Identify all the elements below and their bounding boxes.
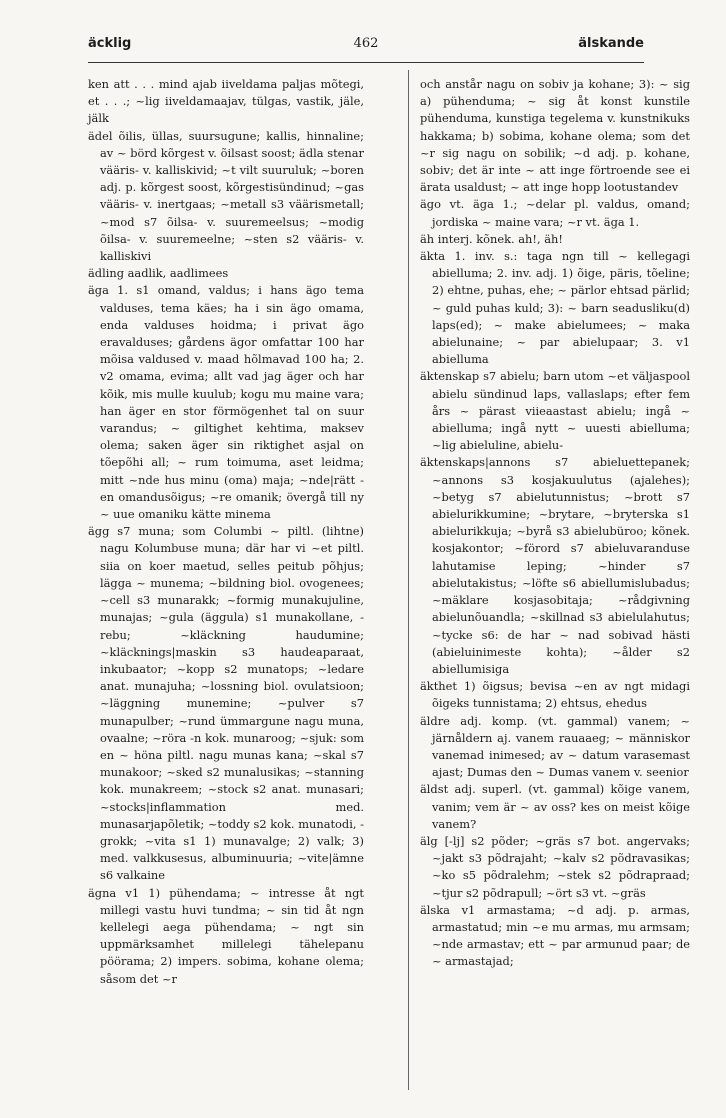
- column-divider: [408, 70, 409, 1090]
- header-last-word: älskande: [578, 36, 644, 51]
- entry-agg: ägg s7 muna; som Columbi ~ piltl. (lihtne) nagu Kolumbuse muna; där har vi ~et piltl. siia on koer maetud, selles peitub põhjus; lägga ~ munema; ~bildning biol. ovogenees; ~cell s3 munarakk; ~formig munakujuline, munajas; ~gula (äggula) s1 munakollane, -rebu; ~kläckning haudumine; ~kläcknings|maskin s3 haudeaparaat, inkubaator; ~kopp s2 munatops; ~ledare anat. munajuha; ~lossning biol. ovulatsioon; ~läggning munemine; ~pulver s7 munapulber; ~rund ümmargune nagu muna, ovaalne; ~röra -n kok. munaroog; ~sjuk: som en ~ höna piltl. nagu munas kana; ~skal s7 munakoor; ~sked s2 munalusikas; ~stanning kok. munakreem; ~stock s2 anat. munasari; ~stocks|inflammation med. munasarjapõletik; ~toddy s2 kok. munatodi, -grokk; ~vita s1 1) munavalge; 2) valk; 3) med. valkkusesus, albuminuuria; ~vite|ämne s6 valkaine: [88, 524, 364, 883]
- entry-akta: äkta 1. inv. s.: taga ngn till ~ kellegagi abielluma; 2. inv. adj. 1) õige, päris, tõeline; 2) ehtne, puhas, ehe; ~ pärlor ehtsad pärlid; ~ guld puhas kuld; 3): ~ barn seadusliku(d) laps(ed); ~ make abielumees; ~ maka abielunaine; ~ par abielupaar; 3. v1 abielluma: [420, 249, 690, 367]
- entry-aktenskap: äktenskap s7 abielu; barn utom ~et väljaspool abielu sündinud laps, vallaslaps; efter fem års ~ pärast viieaastast abielu; ingå ~ abielluma; ingå nytt ~ uuesti abielluma; ~lig abieluline, abielu-: [420, 369, 690, 453]
- entry-adling: ädling aadlik, aadlimees: [88, 266, 229, 281]
- entry-alska: älska v1 armastama; ~d adj. p. armas, armastatud; min ~e mu armas, mu armsam; ~nde armastav; ett ~ par armunud paar; de ~ armastajad;: [420, 902, 690, 969]
- entry-aldst: äldst adj. superl. (vt. gammal) kõige vanem, vanim; vem är ~ av oss? kes on meist kõige vanem?: [420, 782, 690, 831]
- left-column: [88, 76, 364, 988]
- entry-continuation: och anstår nagu on sobiv ja kohane; 3): ~ sig a) pühenduma; ~ sig åt konst kunstile pühenduma, kunstiga tegelema v. kunstnikuks hakkama; b) sobima, kohane olema; som det ~r sig nagu on sobilik; ~d adj. p. kohane, sobiv; det är inte ~ att inge förtroende see ei ärata usaldust; ~ att inge hopp lootustandev: [420, 77, 690, 195]
- entry-alg: älg [-lj] s2 põder; ~gräs s7 bot. angervaks; ~jakt s3 põdrajaht; ~kalv s2 põdravasikas; ~ko s5 põdralehm; ~stek s2 põdrapraad; ~tjur s2 põdrapull; ~ört s3 vt. ~gräs: [420, 833, 690, 900]
- right-column: [420, 76, 690, 971]
- entry-agna: ägna v1 1) pühendama; ~ intresse åt ngt millegi vastu huvi tundma; ~ sin tid åt ngn kellelegi aega pühendama; ~ ngt sin uppmärksamhet millelegi tähelepanu pöörama; 2) impers. sobima, kohane olema; såsom det ~r: [88, 885, 364, 986]
- entry-continuation: ken att . . . mind ajab iiveldama paljas mõtegi, et . . .; ~lig iiveldamaajav, tülgas, vastik, jäle, jälk: [88, 77, 364, 126]
- entry-ago: ägo vt. äga 1.; ~delar pl. valdus, omand; jordiska ~ maine vara; ~r vt. äga 1.: [420, 197, 690, 229]
- page-header: [88, 36, 644, 60]
- entry-aktenskaps: äktenskaps|annons s7 abieluettepanek; ~annons s3 kosjakuulutus (ajalehes); ~betyg s7 abielutunnistus; ~brott s7 abielurikkumine; ~brytare, ~bryterska s1 abielurikkuja; ~byrå s3 abielubüroo; kõnek. kosjakontor; ~förord s7 abieluvaranduse lahutamise leping; ~hinder s7 abielutakistus; ~löfte s6 abiellumislubadus; ~mäklare kosjasobitaja; ~rådgivning abielunõuandla; ~skillnad s3 abielulahutus; ~tycke s6: de har ~ nad sobivad hästi (abieluinimeste kohta); ~ålder s2 abiellumisiga: [420, 455, 690, 676]
- entry-akthet: äkthet 1) õigsus; bevisa ~en av ngt midagi õigeks tunnistama; 2) ehtsus, ehedus: [420, 679, 690, 711]
- entry-ah: äh interj. kõnek. ah!, äh!: [420, 231, 563, 246]
- header-first-word: äcklig: [88, 36, 132, 51]
- header-rule: [88, 62, 644, 63]
- entry-aga: äga 1. s1 omand, valdus; i hans ägo tema valduses, tema käes; ha i sin ägo omama, enda valduses hoidma; i privat ägo eravalduses; gårdens ägor omfattar 100 har mõisa valdused v. maad hõlmavad 100 ha; 2. v2 omama, evima; allt vad jag äger och har kõik, mis mulle kuulub; kogu mu maine vara; han äger en stor förmögenhet tal on suur varandus; ~ giltighet kehtima, maksev olema; saken äger sin riktighet asjal on tõepõhi all; ~ rum toimuma, aset leidma; mitt ~nde hus minu (oma) maja; ~nde|rätt -en omandusõigus; ~re omanik; övergå till ny ~ uue omaniku kätte minema: [88, 283, 364, 522]
- entry-adel: ädel õilis, üllas, suursugune; kallis, hinnaline; av ~ börd kõrgest v. õilsast soost; ädla stenar vääris- v. kalliskivid; ~t vilt suuruluk; ~boren adj. p. kõrgest soost, kõrgestisündinud; ~gas vääris- v. inertgaas; ~metall s3 väärismetall; ~mod s7 õilsa- v. suuremeelsus; ~modig õilsa- v. suuremeelne; ~sten s2 vääris- v. kalliskivi: [88, 128, 364, 264]
- entry-aldre: äldre adj. komp. (vt. gammal) vanem; ~ järnåldern aj. vanem rauaaeg; ~ människor vanemad inimesed; av ~ datum varasemast ajast; Dumas den ~ Dumas vanem v. seenior: [420, 713, 690, 780]
- page-number: 462: [353, 36, 379, 51]
